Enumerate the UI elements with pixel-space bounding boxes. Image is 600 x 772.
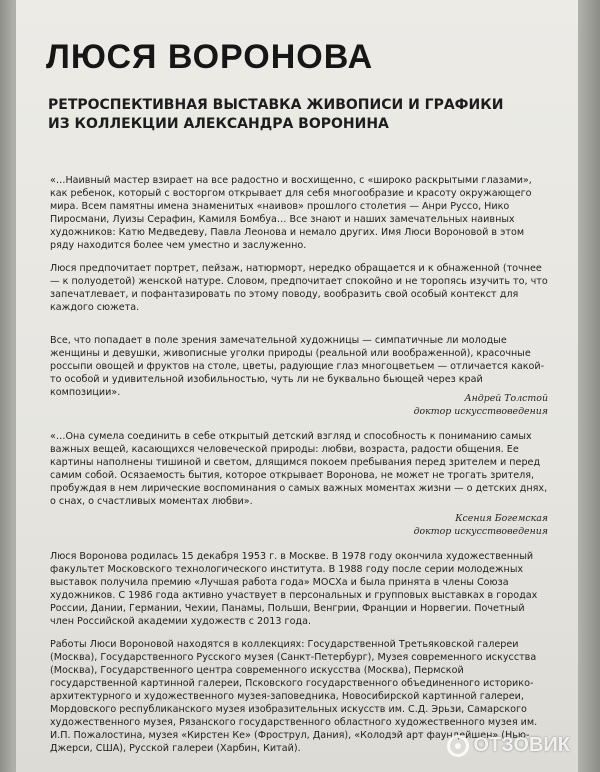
quote2-author: Ксения Богемская — [455, 513, 548, 524]
biography-paragraph: Люся Воронова родилась 15 декабря 1953 г. в Москве. В 1978 году окончила художественный факультет Московского технологического института. В 1988 году после серии молодежных выставок получила премию «Лучшая работа года» МОСХа и была принята в члены Союза художников. С 1986 года активно участвует в персональных и групповых выставках в городах России, Дании, Германии, Чехии, Панамы, Польши, Венгрии, Франции и Норвегии. Почетный член Российской академии художеств с 2013 года. — [50, 551, 538, 627]
subtitle-line-2: ИЗ КОЛЛЕКЦИИ АЛЕКСАНДРА ВОРОНИНА — [48, 116, 389, 132]
subtitle-line-1: РЕТРОСПЕКТИВНАЯ ВЫСТАВКА ЖИВОПИСИ И ГРАФИКИ — [48, 97, 504, 113]
quote2-paragraph: «…Она сумела соединить в себе открытый детский взгляд и способность к пониманию самых важных вещей, касающихся человеческой природы: любви, возраста, радости общения. Ее картины наполнены тишиной и светом, длящимся покоем пребывания перед зрителем и перед самим собой. Осязаемость бытия, которое открывает Воронова, не может не трогать зрителя, пробуждая в нем лирические воспоминания о самых важных моментах жизни — о детских днях, о снах, о счастливых моментах любви». — [50, 431, 548, 507]
wall-right — [578, 0, 600, 772]
quote1-author: Андрей Толстой — [464, 393, 548, 404]
quote1-paragraph-1: «…Наивный мастер взирает на все радостно и восхищенно, с «широко раскрытыми глазами», как ребенок, который с восторгом открывает для себя многообразие и красоту окружающего мира. Всем памятны имена знаменитых «наивов» прошлого столетия — Анри Руссо, Нико Пиросмани, Луизы Серафин, Камиля Бомбуа… Все знают и наших замечательных наивных художников: Катю Медведеву, Павла Леонова и немало других. Имя Люси Вороновой в этом ряду находится более чем уместно и заслуженно. — [50, 175, 532, 251]
quote1-signature — [414, 392, 548, 418]
quote2-role: доктор искусствоведения — [413, 526, 548, 537]
otzovik-logo-icon — [447, 735, 469, 757]
quote1-paragraph-3: Все, что попадает в поле зрения замечательной художницы — симпатичные ли молодые женщины и девушки, живописные уголки природы (реальной или воображенной), красочные россыпи овощей и фруктов на столе, цветы, радующие глаз многоцветьем — отличается какой-то особой и удивительной изобильностью, чуть ли не буквально бьющей через край композиции». — [50, 335, 545, 398]
quote2-signature — [414, 512, 548, 538]
exhibition-panel — [16, 0, 578, 772]
wall-left — [0, 0, 16, 772]
collections-paragraph: Работы Люси Вороновой находятся в коллекциях: Государственной Третьяковской галереи (Москва), Государственного Русского музея (Санкт-Петербург), Музея современного искусства (Москва), Государственного центра современного искусства (Москва), Пермской государственной картинной галереи, Псковского государственного объединенного историко-архитектурного и художественного музея-заповедника, Новосибирской картинной галереи, Мордовского республиканского музея изобразительных искусств им. С.Д. Эрьзи, Самарского художественного музея, Рязанского государственного областного художественного музея им. И.П. Пожалостина, музея «Кирстен Ке» (Фрострул, Дания), «Колодэй арт фаундейшен» (Нью-Джерси, США), Русской галереи (Харбин, Китай). — [50, 639, 538, 754]
subtitle — [48, 96, 548, 134]
watermark — [447, 734, 570, 757]
quote1-paragraph-2: Люся предпочитает портрет, пейзаж, натюрморт, нередко обращается и к обнаженной (точнее — к полуодетой) женской натуре. Словом, предпочитает спокойно и не торопясь изучить то, что запечатлевает, и пофантазировать по этому поводу, вообразить свой особый контекст для каждого сюжета. — [50, 263, 548, 313]
watermark-text: ОТЗОВИК — [473, 734, 570, 756]
page-title: ЛЮСЯ ВОРОНОВА — [46, 38, 374, 76]
quote1-role: доктор искусствоведения — [413, 406, 548, 417]
